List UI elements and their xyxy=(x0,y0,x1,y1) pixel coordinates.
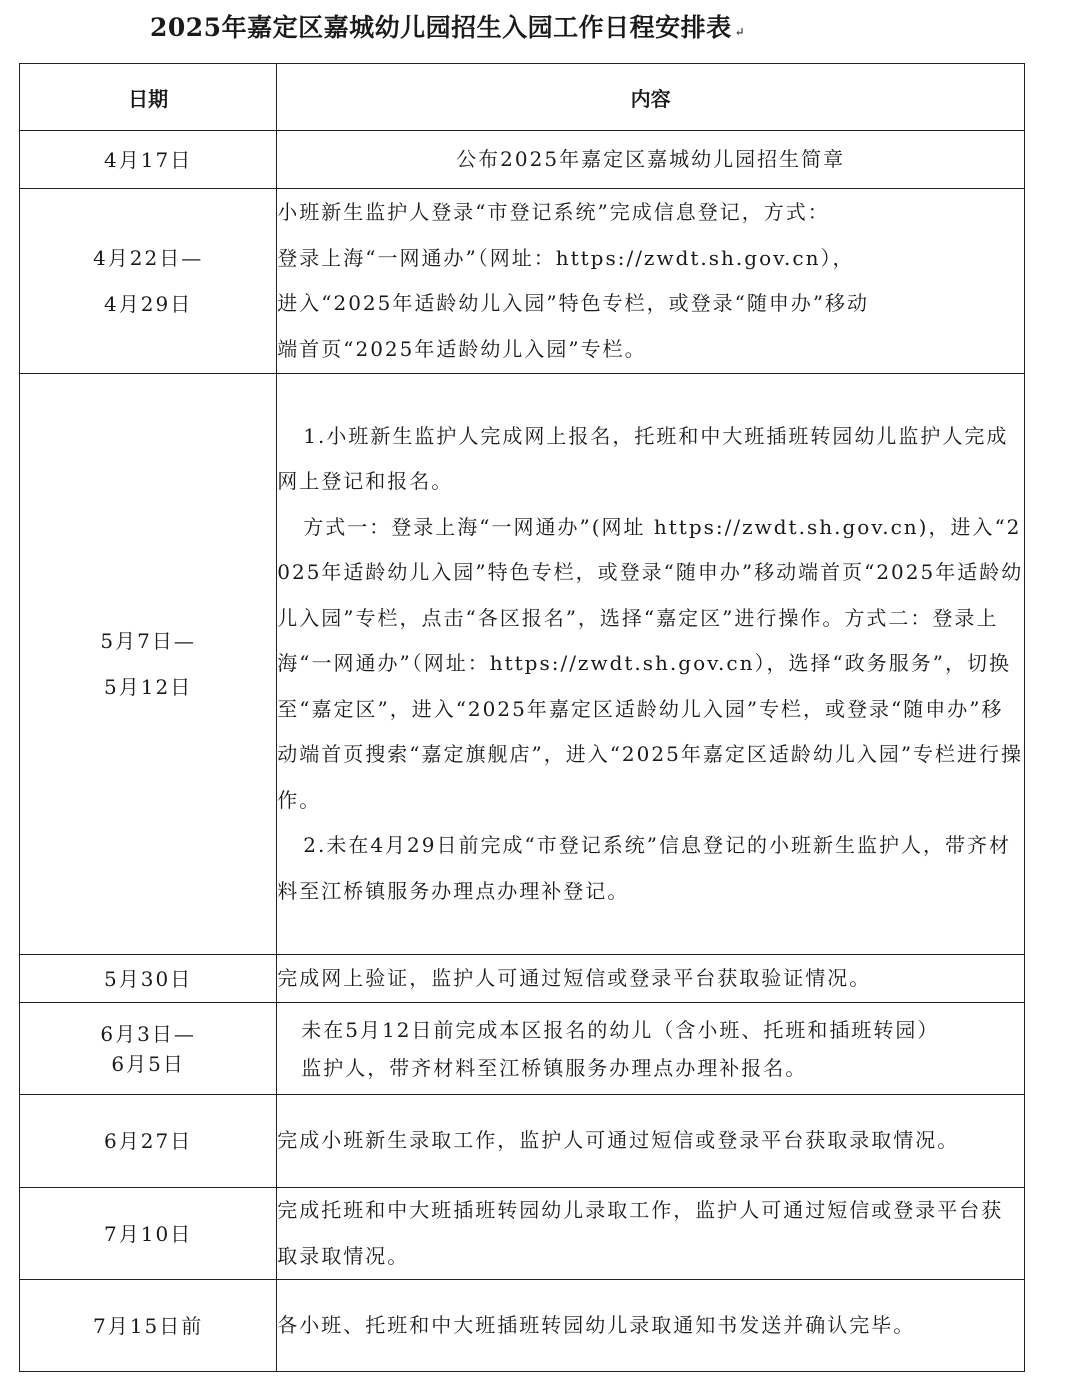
date-cell: 6月27日 xyxy=(20,1095,277,1188)
date-cell: 5月7日— 5月12日 xyxy=(20,374,277,955)
table-row xyxy=(20,1188,1025,1280)
table-header-row xyxy=(20,64,1025,131)
header-content: 内容 xyxy=(277,64,1025,131)
date-cell: 4月17日 xyxy=(20,131,277,189)
content-cell: 完成网上验证，监护人可通过短信或登录平台获取验证情况。 xyxy=(277,955,1025,1003)
table-row xyxy=(20,189,1025,374)
date-cell: 7月10日 xyxy=(20,1188,277,1280)
table-row xyxy=(20,131,1025,189)
table-row xyxy=(20,955,1025,1003)
paragraph-mark-icon: ↵ xyxy=(734,25,745,39)
page-title: 2025年嘉定区嘉城幼儿园招生入园工作日程安排表 ↵ xyxy=(150,13,745,42)
table-row xyxy=(20,1003,1025,1095)
date-cell: 7月15日前 xyxy=(20,1280,277,1372)
table-row xyxy=(20,1280,1025,1372)
table-row xyxy=(20,1095,1025,1188)
content-cell: 完成小班新生录取工作，监护人可通过短信或登录平台获取录取情况。 xyxy=(277,1095,1025,1188)
date-cell: 4月22日— 4月29日 xyxy=(20,189,277,374)
content-cell: 完成托班和中大班插班转园幼儿录取工作，监护人可通过短信或登录平台获取录取情况。 xyxy=(277,1188,1025,1280)
schedule-table xyxy=(19,63,1025,1372)
content-cell: 各小班、托班和中大班插班转园幼儿录取通知书发送并确认完毕。 xyxy=(277,1280,1025,1372)
date-cell: 6月3日— 6月5日 xyxy=(20,1003,277,1095)
header-date: 日期 xyxy=(20,64,277,131)
date-cell: 5月30日 xyxy=(20,955,277,1003)
content-cell: 1.小班新生监护人完成网上报名，托班和中大班插班转园幼儿监护人完成网上登记和报名。 方式一：登录上海“一网通办”(网址 https://zwdt.sh.gov.cn)，进入“2025年适龄幼儿入园”特色专栏，或登录“随申办”移动端首页“2025年适龄幼儿入园”专栏，点击“各区报名”，选择“嘉定区”进行操作。方式二：登录上海“一网通办”（网址：https://zwdt.sh.gov.cn），选择“政务服务”，切换至“嘉定区”，进入“2025年嘉定区适龄幼儿入园”专栏，或登录“随申办”移动端首页搜索“嘉定旗舰店”，进入“2025年嘉定区适龄幼儿入园”专栏进行操作。 2.未在4月29日前完成“市登记系统”信息登记的小班新生监护人，带齐材料至江桥镇服务办理点办理补登记。 xyxy=(277,374,1025,955)
content-cell: 公布2025年嘉定区嘉城幼儿园招生简章 xyxy=(277,131,1025,189)
content-cell: 小班新生监护人登录“市登记系统”完成信息登记，方式： 登录上海“一网通办”（网址：https://zwdt.sh.gov.cn）， 进入“2025年适龄幼儿入园”特色专栏，或登录“随申办”移动 端首页“2025年适龄幼儿入园”专栏。 xyxy=(277,189,1025,374)
table-row xyxy=(20,374,1025,955)
content-cell: 未在5月12日前完成本区报名的幼儿（含小班、托班和插班转园） 监护人，带齐材料至江桥镇服务办理点办理补报名。 xyxy=(277,1003,1025,1095)
